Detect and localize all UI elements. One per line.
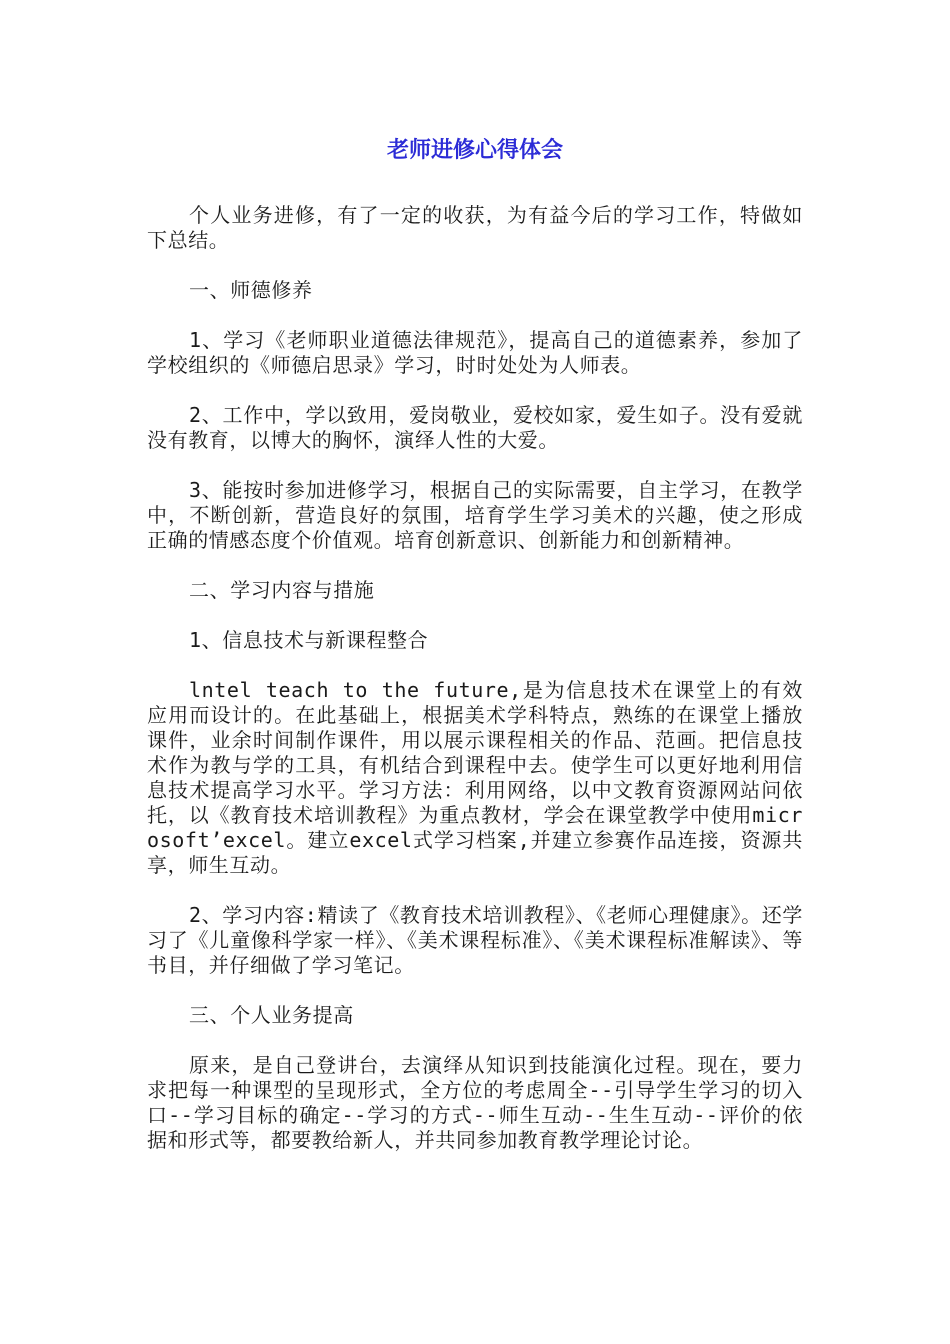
- improvement-paragraph: 原来，是自己登讲台，去演绎从知识到技能演化过程。现在，要力求把每一种课型的呈现形式，全方位的考虑周全--引导学生学习的切入口--学习目标的确定--学习的方式--师生互动--生生互动--评价的依据和形式等，都要教给新人，并共同参加教育教学理论讨论。: [147, 1053, 803, 1152]
- section-heading-study: 二、学习内容与措施: [189, 578, 375, 602]
- ethics-item-1: 1、学习《老师职业道德法律规范》，提高自己的道德素养，参加了学校组织的《师德启思录》学习，时时处处为人师表。: [147, 328, 803, 377]
- ethics-item-2: 2、工作中，学以致用，爱岗敬业，爱校如家，爱生如子。没有爱就没有教育，以博大的胸怀，演绎人性的大爱。: [147, 403, 803, 452]
- it-integration-paragraph: lntel teach to the future,是为信息技术在课堂上的有效应用而设计的。在此基础上，根据美术学科特点，熟练的在课堂上播放课件，业余时间制作课件，用以展示课程相关的作品、范画。把信息技术作为教与学的工具，有机结合到课程中去。使学生可以更好地利用信息技术提高学习水平。学习方法：利用网络，以中文教育资源网站问依托，以《教育技术培训教程》为重点教材，学会在课堂教学中使用microsoft’excel。建立excel式学习档案,并建立参赛作品连接，资源共享，师生互动。: [147, 678, 803, 877]
- section-heading-improvement: 三、个人业务提高: [189, 1003, 354, 1027]
- document-page: [147, 130, 803, 1178]
- study-content-paragraph: 2、学习内容:精读了《教育技术培训教程》、《老师心理健康》。还学习了《儿童像科学家一样》、《美术课程标准》、《美术课程标准解读》、等书目，并仔细做了学习笔记。: [147, 903, 803, 977]
- subheading-it-integration: 1、信息技术与新课程整合: [189, 628, 429, 652]
- document-title: 老师进修心得体会: [386, 138, 563, 163]
- ethics-item-3: 3、能按时参加进修学习，根据自己的实际需要，自主学习，在教学中，不断创新，营造良好的氛围，培育学生学习美术的兴趣，使之形成正确的情感态度个价值观。培育创新意识、创新能力和创新精神。: [147, 478, 803, 552]
- section-heading-ethics: 一、师德修养: [189, 278, 313, 302]
- intro-paragraph: 个人业务进修，有了一定的收获，为有益今后的学习工作，特做如下总结。: [147, 203, 803, 252]
